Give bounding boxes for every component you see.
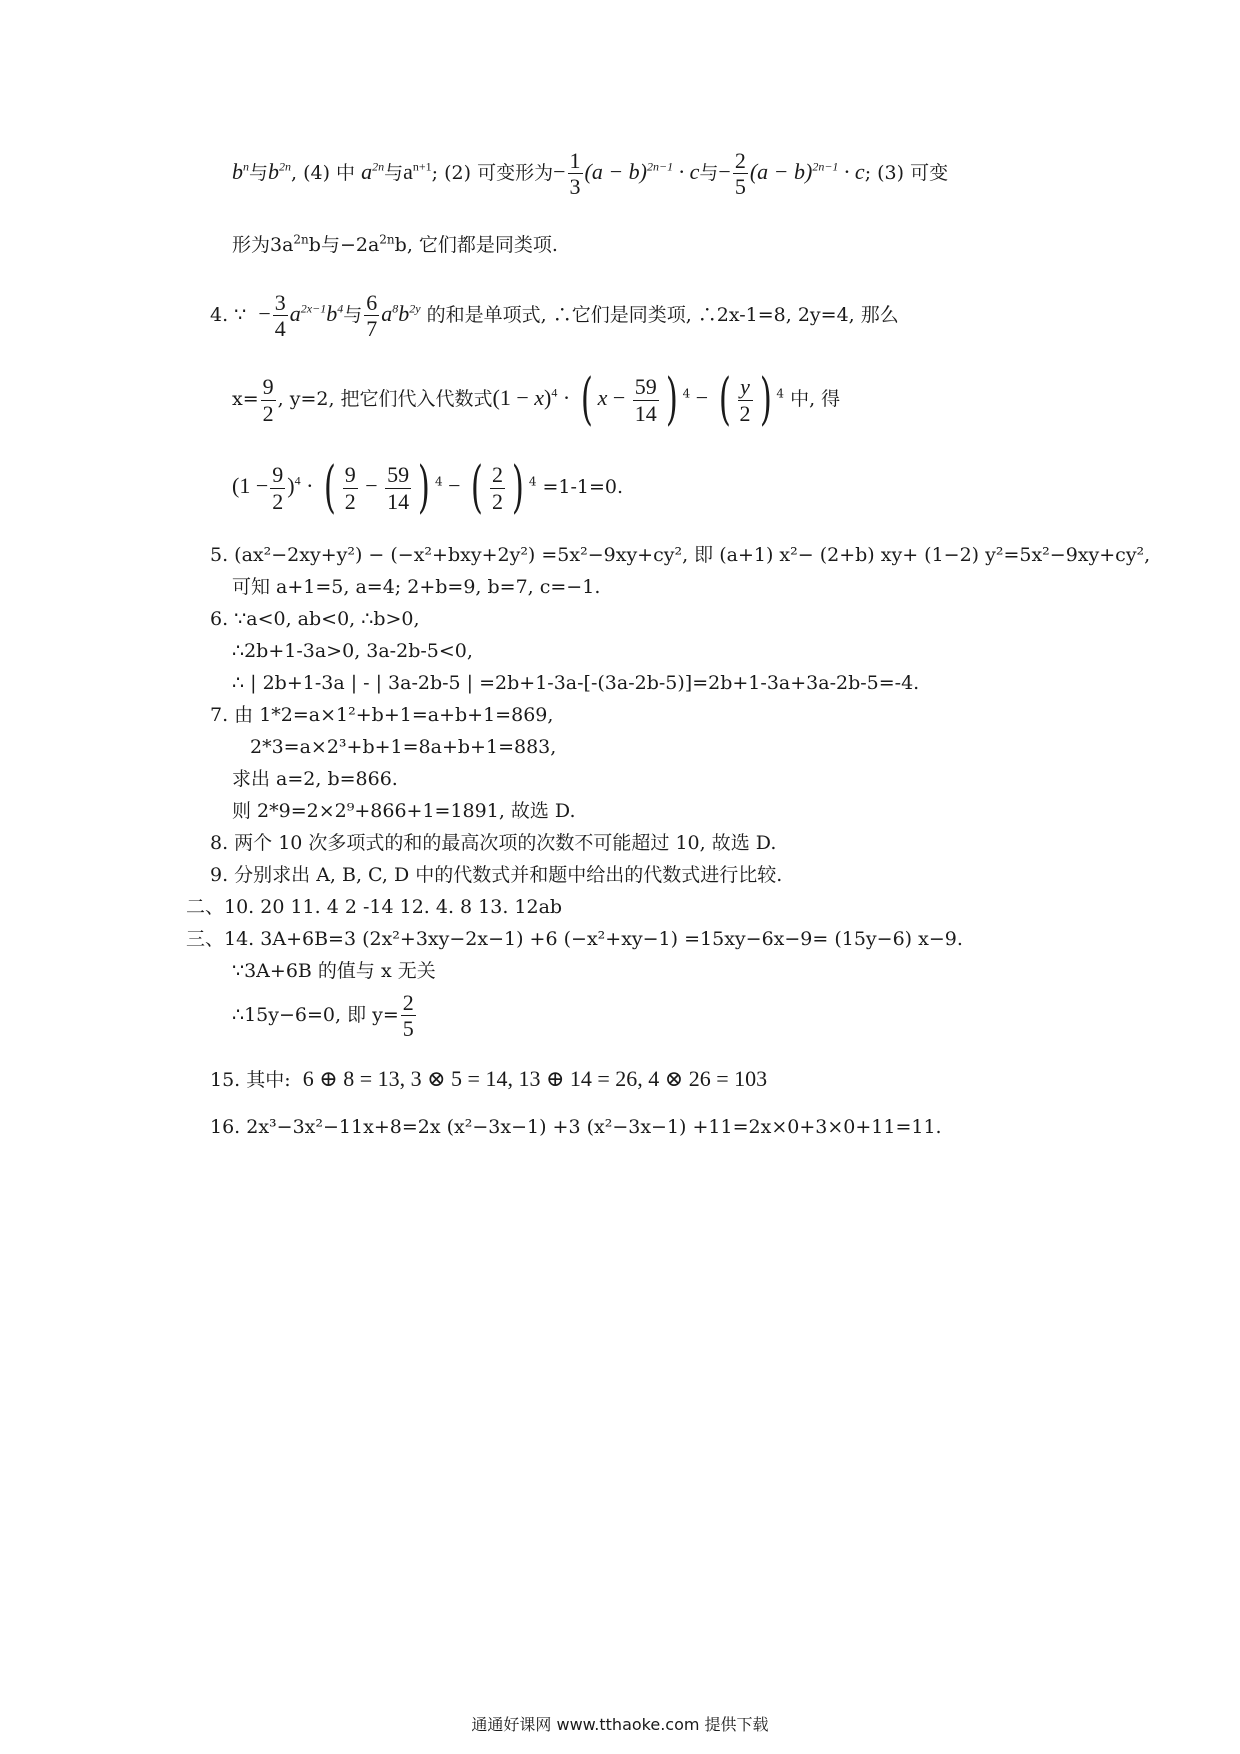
q16-line: 16. 2x³−3x²−11x+8=2x (x²−3x−1) +3 (x²−3x−1) +11=2x×0+3×0+11=11. xyxy=(210,1116,942,1138)
section-3-q14: 三、14. 3A+6B=3 (2x²+3xy−2x−1) +6 (−x²+xy−1) =15xy−6x−9= (15y−6) x−9. xyxy=(186,928,963,950)
q6-line-2: ∴2b+1-3a>0, 3a-2b-5<0, xyxy=(232,640,473,662)
q14-line-3: ∴15y−6=0, 即 y= $\frac{2}{5}$ xyxy=(232,990,414,1042)
page-footer: 通通好课网 www.tthaoke.com 提供下载 xyxy=(471,1715,769,1734)
q4-line-1: 4. ∵ − $\frac{3}{4}$ $a^{2x-1}b^4$与 $\frac{6}{7}$ $a^8b^{2y}$ 的和是单项式, ∴它们是同类项, ∴2x-1=8, 2y=4, 那么 xyxy=(210,290,899,342)
q6-line-1: 6. ∵a<0, ab<0, ∴b>0, xyxy=(210,608,420,630)
q7-line-2: 2*3=a×2³+b+1=8a+b+1=883, xyxy=(250,736,557,758)
answer-line-2: 形为$3a^{2n}b$与$-2a^{2n}b$, 它们都是同类项. xyxy=(232,232,558,256)
q5-line-1: 5. (ax²−2xy+y²) − (−x²+bxy+2y²) =5x²−9xy+cy², 即 (a+1) x²− (2+b) xy+ (1−2) y²=5x²−9xy+cy², xyxy=(210,544,1151,566)
section-2-answers: 二、10. 20 11. 4 2 -14 12. 4. 8 13. 12ab xyxy=(186,896,563,918)
q14-line-2: ∵3A+6B 的值与 x 无关 xyxy=(232,960,436,982)
q6-line-3: ∴ | 2b+1-3a | - | 3a-2b-5 | =2b+1-3a-[-(3a-2b-5)]=2b+1-3a+3a-2b-5=-4. xyxy=(232,672,920,694)
q9-line: 9. 分别求出 A, B, C, D 中的代数式并和题中给出的代数式进行比较. xyxy=(210,864,783,886)
q15-line: 15. 其中: 6 ⊕ 8 = 13, 3 ⊗ 5 = 14, 13 ⊕ 14 = 26, 4 ⊗ 26 = 103 xyxy=(210,1066,768,1091)
q7-line-1: 7. 由 1*2=a×1²+b+1=a+b+1=869, xyxy=(210,704,554,726)
q7-line-3: 求出 a=2, b=866. xyxy=(232,768,398,790)
q4-line-3: (1 − $\frac{9}{2}$ )$^4$ · ( $\frac{9}{2}$ − $\frac{59}{14}$ ) $^4$ − ( $\frac{2}{2}$ ) $^4$ =1-1=0. xyxy=(232,455,624,520)
q4-line-2: x= $\frac{9}{2}$ , y=2, 把它们代入代数式$(1 - x)^4$ · ( x − $\frac{59}{14}$ ) $^4$ − ( $\frac{y}{2}$ ) $^4$ 中, 得 xyxy=(232,367,841,432)
q5-line-2: 可知 a+1=5, a=4; 2+b=9, b=7, c=−1. xyxy=(232,576,601,598)
q7-line-4: 则 2*9=2×2⁹+866+1=1891, 故选 D. xyxy=(232,800,576,822)
q8-line: 8. 两个 10 次多项式的和的最高次项的次数不可能超过 10, 故选 D. xyxy=(210,832,777,854)
answer-line-1: $b^n$与$b^{2n}$, (4) 中 $a^{2n}$与$a^{n+1}$; (2) 可变形为− $\frac{1}{3}$ $(a - b)^{2n-1} \cdot c$与− $\frac{2}{5}$ $(a - b)^{2n-1} \cdot c$; (3) 可变 xyxy=(232,148,949,200)
